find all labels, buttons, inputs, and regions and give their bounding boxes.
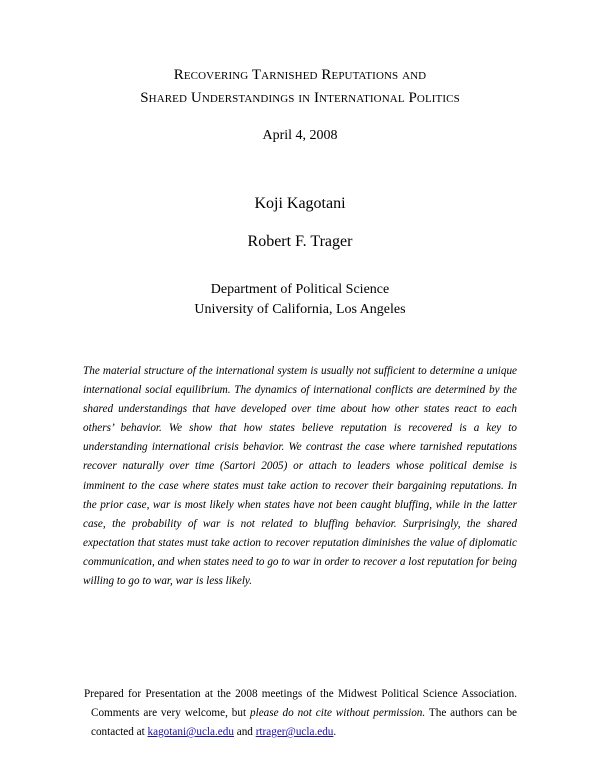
paper-title-line-1: Recovering Tarnished Reputations and <box>173 67 427 83</box>
affiliation-university: University of California, Los Angeles <box>194 302 406 317</box>
paper-date: April 4, 2008 <box>262 128 338 143</box>
email-link-trager[interactable]: rtrager@ucla.edu <box>255 726 334 738</box>
paper-title-line-2: Shared Understandings in International Politics <box>140 90 460 106</box>
comments-prefix: Comments are very welcome, but <box>91 707 247 719</box>
footnote-presentation: Prepared for Presentation at the 2008 meetings of the Midwest Political Science Association. <box>84 688 517 700</box>
abstract: The material structure of the international system is usually not sufficient to determine a unique international social equilibrium. The dynamics of international conflicts are determined by the shared understandings that have developed over time about how other states react to each others’ behavior. We show that how states believe reputation is recovered is a key to understanding international crisis behavior. We contrast the case where tarnished reputations recover naturally over time (Sartori 2005) or attach to leaders whose political demise is imminent to the case where states must take action to recover their bargaining reputations. In the prior case, war is most likely when states have not been caught bluffing, while in the latter case, the probability of war is not related to bluffing behavior. Surprisingly, the shared expectation that states must take action to recover reputation diminishes the value of diplomatic communication, and when states need to go to war in order to recover a lost reputation for being willing to go to war, war is less likely. <box>83 365 517 588</box>
contact-and: and <box>236 726 253 738</box>
comments-emphasis: please do not cite without permission. <box>250 707 426 719</box>
author-2: Robert F. Trager <box>247 233 353 250</box>
footnote <box>84 685 517 742</box>
footnote-comments <box>84 704 517 742</box>
comments-suffix: The authors can be <box>428 707 517 719</box>
author-1: Koji Kagotani <box>254 195 346 212</box>
email-link-kagotani[interactable]: kagotani@ucla.edu <box>147 726 234 738</box>
contact-end: . <box>333 726 337 738</box>
affiliation-department: Department of Political Science <box>210 282 390 297</box>
contact-prefix: contacted at <box>91 726 145 738</box>
